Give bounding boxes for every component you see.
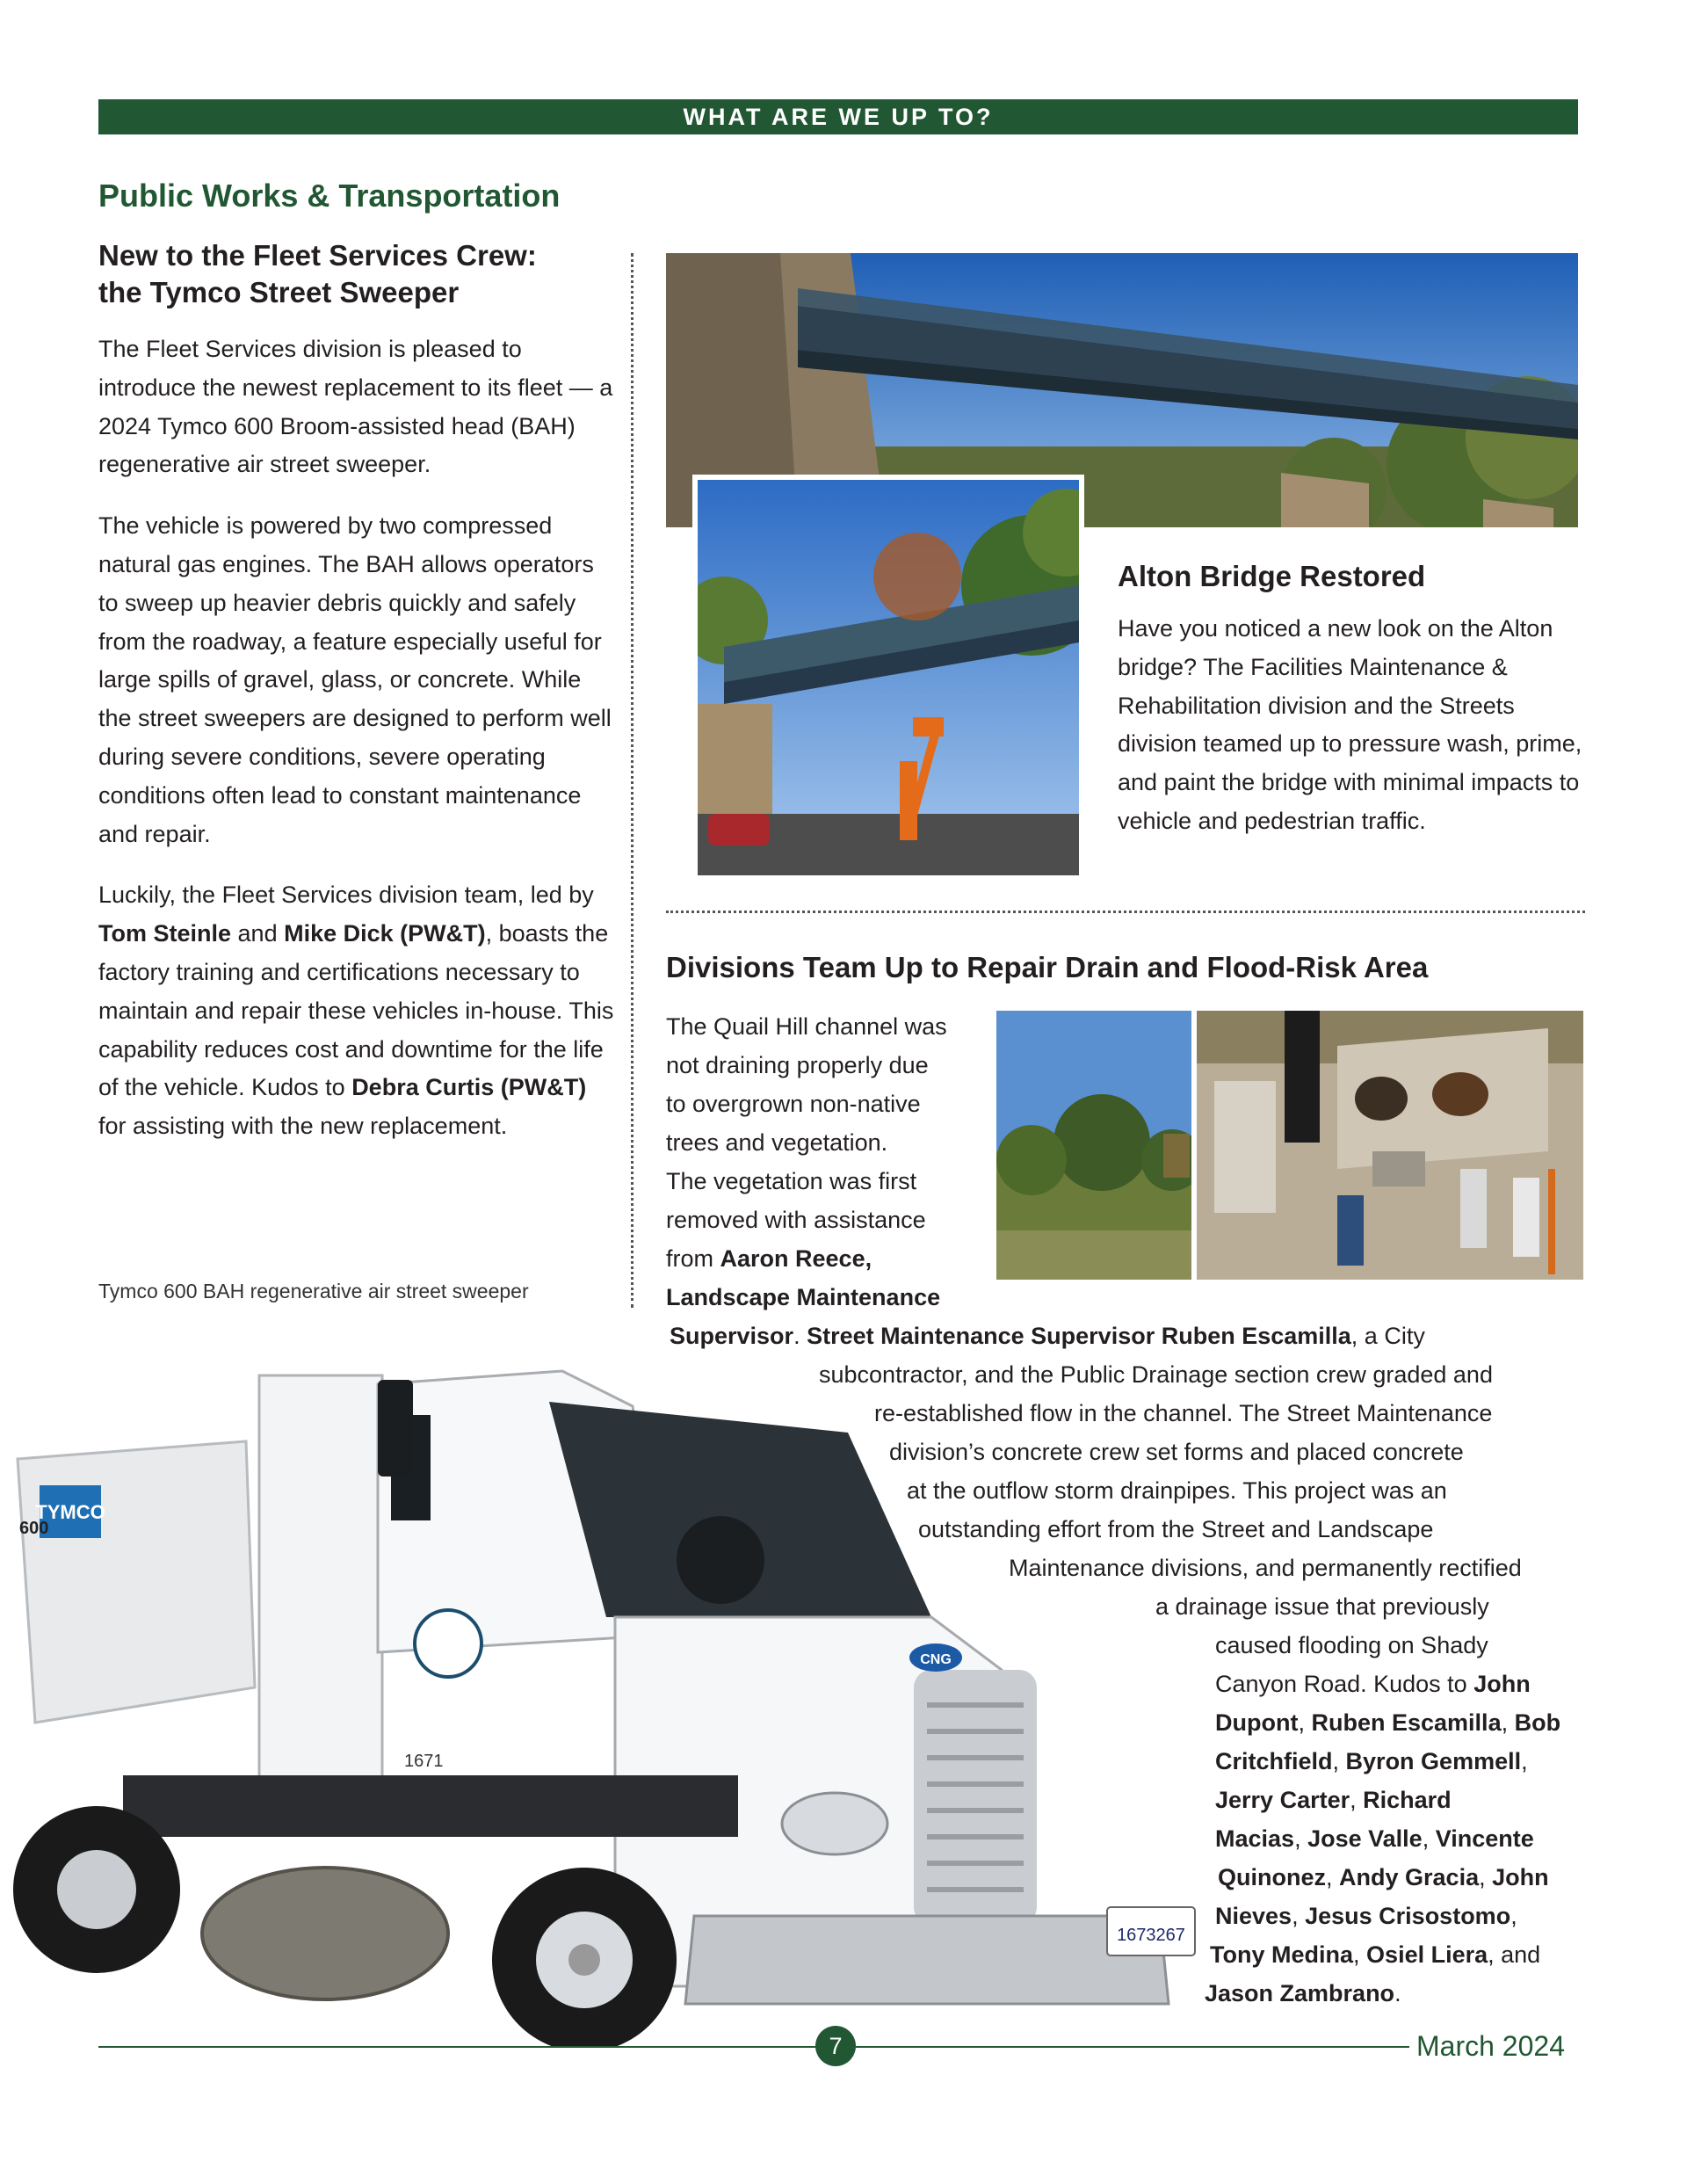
footer-rule-left: [98, 2046, 815, 2048]
drain-line: Critchfield, Byron Gemmell,: [1215, 1748, 1528, 1774]
fleet-article-title: [98, 237, 537, 311]
bridge-article-title: Alton Bridge Restored: [1118, 560, 1426, 592]
drain-line: The Quail Hill channel was: [666, 1013, 947, 1040]
street-sweeper-photo: [0, 1353, 1213, 2048]
drain-line: Tony Medina, Osiel Liera, and: [1210, 1941, 1541, 1968]
drain-line: Canyon Road. Kudos to John: [1215, 1671, 1531, 1697]
footer-rule-right: [856, 2046, 1409, 2048]
drain-line: Maintenance divisions, and permanently rectified: [1009, 1555, 1522, 1581]
drain-line: at the outflow storm drainpipes. This project was an: [907, 1477, 1447, 1504]
unit-number: 1671: [404, 1752, 444, 1771]
sweeper-caption: Tymco 600 BAH regenerative air street sweeper: [98, 1280, 529, 1302]
section-banner: WHAT ARE WE UP TO?: [98, 99, 1578, 134]
drain-line: Dupont, Ruben Escamilla, Bob: [1215, 1709, 1561, 1736]
channel-vegetation-photo: [996, 1011, 1191, 1280]
name-ruben-escamilla-title: Street Maintenance Supervisor Ruben Escamilla: [807, 1323, 1351, 1349]
drain-line: Nieves, Jesus Crisostomo,: [1215, 1903, 1517, 1929]
page-number: 7: [815, 2026, 856, 2066]
drain-line: re-established flow in the channel. The Street Maintenance: [874, 1400, 1493, 1426]
fleet-title-line-2: the Tymco Street Sweeper: [98, 276, 460, 308]
section-title: Public Works & Transportation: [98, 178, 561, 214]
name-tom-steinle: Tom Steinle: [98, 920, 232, 947]
fleet-paragraph-1: The Fleet Services division is pleased to introduce the newest replacement to its fleet — a 2024 Tymco 600 Broom-assisted head (BAH) regenerative air street sweeper.: [98, 336, 613, 478]
drain-line: Jason Zambrano.: [1205, 1980, 1401, 2006]
issue-date: March 2024: [1416, 2030, 1565, 2062]
name-aaron-reece: Aaron Reece,: [720, 1245, 872, 1272]
tymco-logo: TYMCO: [35, 1501, 105, 1523]
fleet-paragraph-3: Luckily, the Fleet Services division team, led by Tom Steinle and Mike Dick (PW&T), boasts the factory training and certifications necessary to maintain and repair these vehicles in-house. This capability reduces cost and downtime for the life of the vehicle. Kudos to Debra Curtis (PW&T) for assisting with the new replacement.: [98, 882, 614, 1140]
drain-line: a drainage issue that previously: [1155, 1593, 1489, 1620]
fleet-article-body: [98, 330, 617, 1169]
drain-line: caused flooding on Shady: [1215, 1632, 1488, 1658]
drain-line: subcontractor, and the Public Drainage section crew graded and: [819, 1361, 1493, 1388]
drain-line: Jerry Carter, Richard: [1215, 1787, 1452, 1813]
cng-badge: CNG: [920, 1652, 952, 1667]
drain-line: to overgrown non-native: [666, 1091, 921, 1117]
drain-line: Macias, Jose Valle, Vincente: [1215, 1825, 1534, 1852]
section-divider: [666, 911, 1585, 913]
bridge-article-body: Have you noticed a new look on the Alton bridge? The Facilities Maintenance & Rehabilitation division and the Streets division teamed up to pressure wash, prime, and paint the bridge with minimal impacts to vehicle and pedestrian traffic.: [1118, 615, 1582, 834]
drain-line: not draining properly due: [666, 1052, 929, 1078]
column-divider: [631, 253, 634, 1308]
name-debra-curtis: Debra Curtis (PW&T): [351, 1074, 587, 1101]
fleet-paragraph-2: The vehicle is powered by two compressed natural gas engines. The BAH allows operators to sweep up heavier debris quickly and safely from the roadway, a feature especially useful for large spills of gravel, glass, or concrete. While the street sweepers are designed to perform well during severe conditions, severe operating conditions often lead to constant maintenance and repair.: [98, 512, 612, 847]
drain-line: outstanding effort from the Street and Landscape: [918, 1516, 1434, 1542]
drain-article-title: Divisions Team Up to Repair Drain and Flood-Risk Area: [666, 951, 1429, 983]
bridge-photo-crew: [692, 475, 1084, 881]
drain-line: removed with assistance: [666, 1207, 926, 1233]
concrete-crew-photo: [1197, 1011, 1583, 1280]
drain-line: trees and vegetation.: [666, 1129, 888, 1156]
name-mike-dick: Mike Dick (PW&T): [284, 920, 486, 947]
drain-line: division’s concrete crew set forms and placed concrete: [889, 1439, 1464, 1465]
drain-line: Supervisor. Street Maintenance Supervisor Ruben Escamilla, a City: [670, 1323, 1425, 1349]
drain-line: Landscape Maintenance: [666, 1284, 941, 1310]
model-number: 600: [19, 1519, 49, 1538]
drain-line: from Aaron Reece,: [666, 1245, 872, 1272]
license-plate: 1673267: [1117, 1926, 1185, 1945]
drain-line: The vegetation was first: [666, 1168, 917, 1194]
drain-line: Quinonez, Andy Gracia, John: [1218, 1864, 1549, 1890]
fleet-title-line-1: New to the Fleet Services Crew:: [98, 239, 537, 272]
